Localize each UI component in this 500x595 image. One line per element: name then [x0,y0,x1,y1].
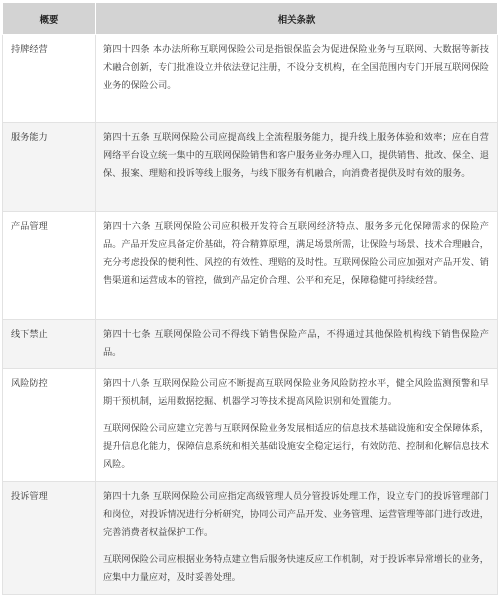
table-header-row [3,3,498,35]
row-label: 线下禁止 [3,320,96,369]
clause-paragraph: 第四十四条 本办法所称互联网保险公司是指银保监会为促进保险业务与互联网、大数据等新技术融合创新，专门批准设立并依法登记注册，不设分支机构，在全国范围内专门开展互联网保险业务的保险公司。 [103,44,489,91]
row-label: 服务能力 [3,123,96,212]
clause-paragraph: 第四十九条 互联网保险公司应指定高级管理人员分管投诉处理工作，设立专门的投诉管理部门和岗位，对投诉情况进行分析研究，协同公司产品开发、业务管理、运营管理等部门进行改进，完善消费者权益保护工作。 [103,491,489,538]
table-row [3,212,498,320]
header-related-clauses: 相关条款 [96,3,498,35]
table-row [3,123,498,212]
row-label: 风险防控 [3,369,96,482]
row-label: 投诉管理 [3,482,96,595]
table-row [3,320,498,369]
row-clauses [96,35,498,123]
header-summary: 概要 [3,3,96,35]
table-row [3,369,498,482]
row-clauses [96,369,498,482]
row-label: 产品管理 [3,212,96,320]
clause-paragraph: 第四十七条 互联网保险公司不得线下销售保险产品，不得通过其他保险机构线下销售保险产品。 [103,329,489,358]
row-clauses [96,482,498,595]
clause-paragraph: 互联网保险公司应建立完善与互联网保险业务发展相适应的信息技术基础设施和安全保障体系，提升信息化能力，保障信息系统和相关基础设施安全稳定运行，有效防范、控制和化解信息技术风险。 [103,423,489,470]
table-row [3,482,498,595]
row-clauses [96,123,498,212]
clause-paragraph: 第四十六条 互联网保险公司应积极开发符合互联网经济特点、服务多元化保障需求的保险产品。产品开发应具备定价基础，符合精算原理，满足场景所需，让保险与场景、技术合理融合，充分考虑投保的便利性、风控的有效性、理赔的及时性。互联网保险公司应加强对产品开发、销售渠道和运营成本的管控，做到产品定价合理、公平和充足，保障稳健可持续经营。 [103,221,489,286]
clause-paragraph: 互联网保险公司应根据业务特点建立售后服务快速反应工作机制，对于投诉率异常增长的业务，应集中力量应对，及时妥善处理。 [103,554,489,583]
table-row [3,35,498,123]
clause-paragraph: 第四十八条 互联网保险公司应不断提高互联网保险业务风险防控水平，健全风险监测预警和早期干预机制，运用数据挖掘、机器学习等技术提高风险识别和处置能力。 [103,378,489,407]
row-label: 持牌经营 [3,35,96,123]
row-clauses [96,320,498,369]
regulation-table [2,2,498,595]
row-clauses [96,212,498,320]
clause-paragraph: 第四十五条 互联网保险公司应提高线上全流程服务能力，提升线上服务体验和效率；应在自营网络平台设立统一集中的互联网保险销售和客户服务业务办理入口，提供销售、批改、保全、退保、报案、理赔和投诉等线上服务，与线下服务有机融合，向消费者提供及时有效的服务。 [103,132,489,179]
